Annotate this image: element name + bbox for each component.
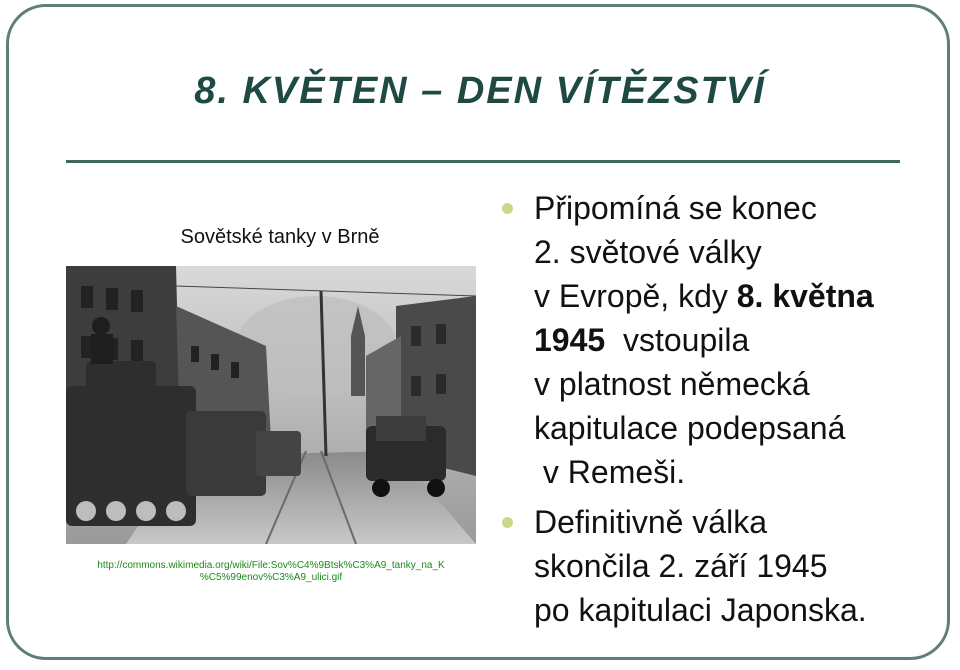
bullet-text-line: Definitivně válka (534, 504, 767, 540)
bullet-dot-icon (502, 517, 513, 528)
bullet-list (500, 186, 940, 632)
bullet-year-bold: 1945 (534, 322, 606, 358)
bullet-item-end-of-war (500, 186, 940, 494)
photo-source-line-2[interactable]: %C5%99enov%C3%A9_ulici.gif (199, 572, 343, 583)
bullet-text-line: kapitulace podepsaná (534, 410, 846, 446)
bullet-item-definitive-end (500, 500, 940, 632)
bullet-text-line: v platnost německá (534, 366, 810, 402)
bullet-text-line (534, 318, 940, 362)
bullet-text-segment: vstoupila (605, 322, 750, 358)
slide-title: 8. KVĚTEN – DEN VÍTĚZSTVÍ (194, 70, 766, 112)
bullet-text-segment: v Evropě, kdy (534, 278, 737, 314)
bullet-text-line: v Remeši. (534, 454, 686, 490)
bullet-text-line: skončila 2. září 1945 (534, 548, 828, 584)
photo-source-link[interactable] (66, 560, 476, 584)
photo-source-line-1[interactable]: http://commons.wikimedia.org/wiki/File:Sov%C4%9Btsk%C3%A9_tanky_na_K (97, 560, 445, 571)
bullet-text-line: po kapitulaci Japonska. (534, 592, 867, 628)
bullet-date-bold: 8. května (736, 278, 874, 314)
title-divider (66, 160, 900, 163)
tanks-photo (66, 266, 476, 544)
bullet-text-line: Připomíná se konec (534, 190, 817, 226)
bullet-text-line: 2. světové války (534, 234, 762, 270)
bullet-text-line (534, 274, 940, 318)
bullet-dot-icon (502, 203, 513, 214)
photo-caption: Sovětské tanky v Brně (180, 226, 380, 248)
